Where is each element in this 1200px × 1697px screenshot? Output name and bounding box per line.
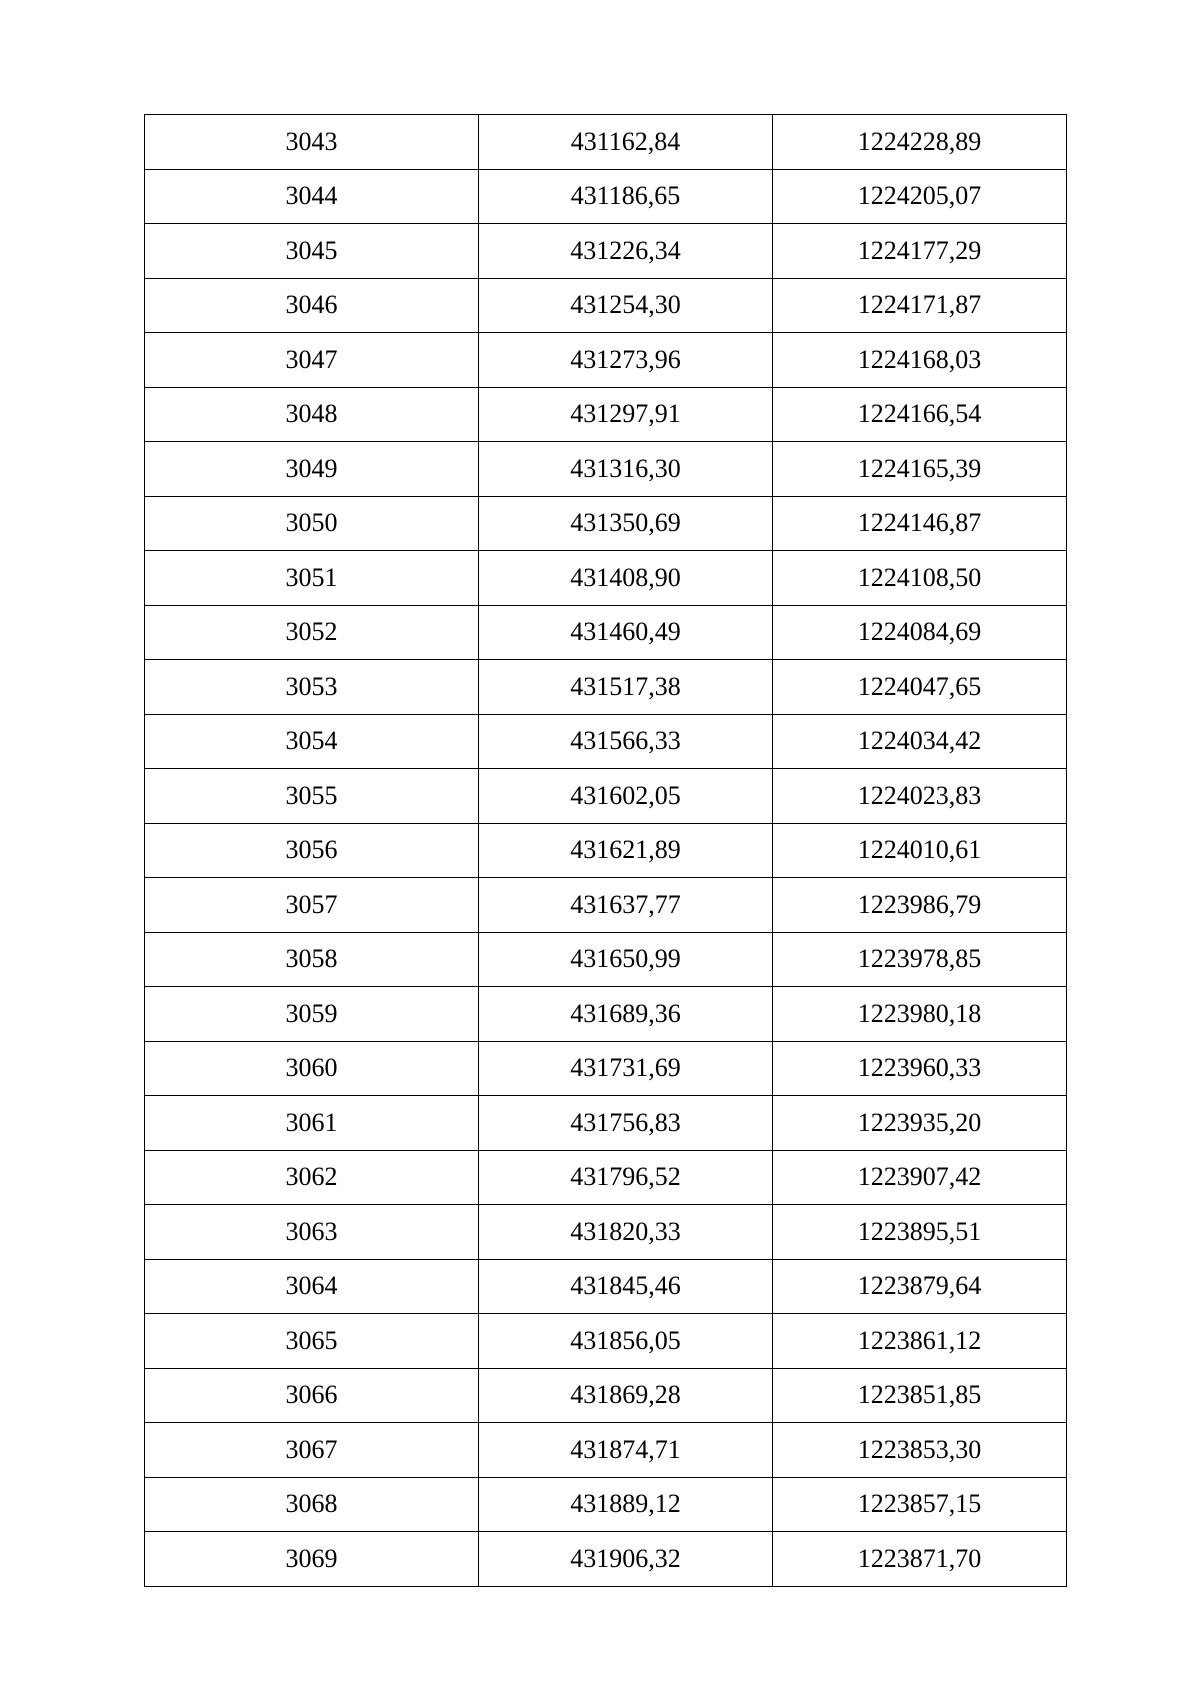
y-coordinate-cell: 1223879,64	[773, 1259, 1067, 1314]
x-coordinate-cell: 431845,46	[479, 1259, 773, 1314]
table-row	[145, 1096, 1067, 1151]
point-number-cell: 3047	[145, 333, 479, 388]
table-row	[145, 278, 1067, 333]
x-coordinate-cell: 431226,34	[479, 224, 773, 279]
table-row	[145, 387, 1067, 442]
y-coordinate-cell: 1223935,20	[773, 1096, 1067, 1151]
point-number-cell: 3048	[145, 387, 479, 442]
point-number-cell: 3059	[145, 987, 479, 1042]
table-row	[145, 496, 1067, 551]
table-row	[145, 1150, 1067, 1205]
x-coordinate-cell: 431756,83	[479, 1096, 773, 1151]
point-number-cell: 3057	[145, 878, 479, 933]
table-body	[145, 115, 1067, 1587]
x-coordinate-cell: 431566,33	[479, 714, 773, 769]
point-number-cell: 3043	[145, 115, 479, 170]
table-row	[145, 714, 1067, 769]
x-coordinate-cell: 431820,33	[479, 1205, 773, 1260]
y-coordinate-cell: 1223853,30	[773, 1423, 1067, 1478]
point-number-cell: 3045	[145, 224, 479, 279]
x-coordinate-cell: 431602,05	[479, 769, 773, 824]
y-coordinate-cell: 1224108,50	[773, 551, 1067, 606]
point-number-cell: 3050	[145, 496, 479, 551]
y-coordinate-cell: 1224166,54	[773, 387, 1067, 442]
table-row	[145, 1368, 1067, 1423]
table-row	[145, 1041, 1067, 1096]
point-number-cell: 3055	[145, 769, 479, 824]
y-coordinate-cell: 1224168,03	[773, 333, 1067, 388]
x-coordinate-cell: 431906,32	[479, 1532, 773, 1587]
y-coordinate-cell: 1223895,51	[773, 1205, 1067, 1260]
y-coordinate-cell: 1223960,33	[773, 1041, 1067, 1096]
x-coordinate-cell: 431460,49	[479, 605, 773, 660]
x-coordinate-cell: 431650,99	[479, 932, 773, 987]
x-coordinate-cell: 431186,65	[479, 169, 773, 224]
x-coordinate-cell: 431889,12	[479, 1477, 773, 1532]
table-row	[145, 932, 1067, 987]
table-row	[145, 115, 1067, 170]
x-coordinate-cell: 431796,52	[479, 1150, 773, 1205]
table-row	[145, 1532, 1067, 1587]
point-number-cell: 3052	[145, 605, 479, 660]
x-coordinate-cell: 431273,96	[479, 333, 773, 388]
table-row	[145, 823, 1067, 878]
x-coordinate-cell: 431637,77	[479, 878, 773, 933]
table-row	[145, 1259, 1067, 1314]
coordinates-table	[144, 114, 1067, 1587]
point-number-cell: 3062	[145, 1150, 479, 1205]
y-coordinate-cell: 1224228,89	[773, 115, 1067, 170]
y-coordinate-cell: 1224177,29	[773, 224, 1067, 279]
point-number-cell: 3063	[145, 1205, 479, 1260]
y-coordinate-cell: 1223986,79	[773, 878, 1067, 933]
y-coordinate-cell: 1224146,87	[773, 496, 1067, 551]
y-coordinate-cell: 1224010,61	[773, 823, 1067, 878]
x-coordinate-cell: 431874,71	[479, 1423, 773, 1478]
table-row	[145, 224, 1067, 279]
y-coordinate-cell: 1224084,69	[773, 605, 1067, 660]
point-number-cell: 3053	[145, 660, 479, 715]
point-number-cell: 3058	[145, 932, 479, 987]
x-coordinate-cell: 431408,90	[479, 551, 773, 606]
table-row	[145, 987, 1067, 1042]
x-coordinate-cell: 431297,91	[479, 387, 773, 442]
y-coordinate-cell: 1223851,85	[773, 1368, 1067, 1423]
x-coordinate-cell: 431621,89	[479, 823, 773, 878]
table-row	[145, 551, 1067, 606]
x-coordinate-cell: 431350,69	[479, 496, 773, 551]
y-coordinate-cell: 1223857,15	[773, 1477, 1067, 1532]
y-coordinate-cell: 1223980,18	[773, 987, 1067, 1042]
table-row	[145, 442, 1067, 497]
table-row	[145, 1205, 1067, 1260]
table-row	[145, 769, 1067, 824]
point-number-cell: 3049	[145, 442, 479, 497]
point-number-cell: 3064	[145, 1259, 479, 1314]
y-coordinate-cell: 1224023,83	[773, 769, 1067, 824]
x-coordinate-cell: 431869,28	[479, 1368, 773, 1423]
y-coordinate-cell: 1224205,07	[773, 169, 1067, 224]
y-coordinate-cell: 1224171,87	[773, 278, 1067, 333]
point-number-cell: 3061	[145, 1096, 479, 1151]
x-coordinate-cell: 431731,69	[479, 1041, 773, 1096]
y-coordinate-cell: 1223978,85	[773, 932, 1067, 987]
point-number-cell: 3069	[145, 1532, 479, 1587]
x-coordinate-cell: 431689,36	[479, 987, 773, 1042]
y-coordinate-cell: 1224034,42	[773, 714, 1067, 769]
y-coordinate-cell: 1224165,39	[773, 442, 1067, 497]
point-number-cell: 3044	[145, 169, 479, 224]
table-row	[145, 878, 1067, 933]
table-row	[145, 169, 1067, 224]
x-coordinate-cell: 431254,30	[479, 278, 773, 333]
x-coordinate-cell: 431517,38	[479, 660, 773, 715]
table-row	[145, 333, 1067, 388]
point-number-cell: 3066	[145, 1368, 479, 1423]
table-row	[145, 1423, 1067, 1478]
point-number-cell: 3054	[145, 714, 479, 769]
x-coordinate-cell: 431856,05	[479, 1314, 773, 1369]
table-row	[145, 660, 1067, 715]
table-row	[145, 1477, 1067, 1532]
table-row	[145, 1314, 1067, 1369]
y-coordinate-cell: 1223871,70	[773, 1532, 1067, 1587]
table-row	[145, 605, 1067, 660]
x-coordinate-cell: 431162,84	[479, 115, 773, 170]
point-number-cell: 3046	[145, 278, 479, 333]
y-coordinate-cell: 1223861,12	[773, 1314, 1067, 1369]
point-number-cell: 3051	[145, 551, 479, 606]
point-number-cell: 3056	[145, 823, 479, 878]
point-number-cell: 3067	[145, 1423, 479, 1478]
point-number-cell: 3065	[145, 1314, 479, 1369]
y-coordinate-cell: 1223907,42	[773, 1150, 1067, 1205]
y-coordinate-cell: 1224047,65	[773, 660, 1067, 715]
point-number-cell: 3060	[145, 1041, 479, 1096]
x-coordinate-cell: 431316,30	[479, 442, 773, 497]
point-number-cell: 3068	[145, 1477, 479, 1532]
